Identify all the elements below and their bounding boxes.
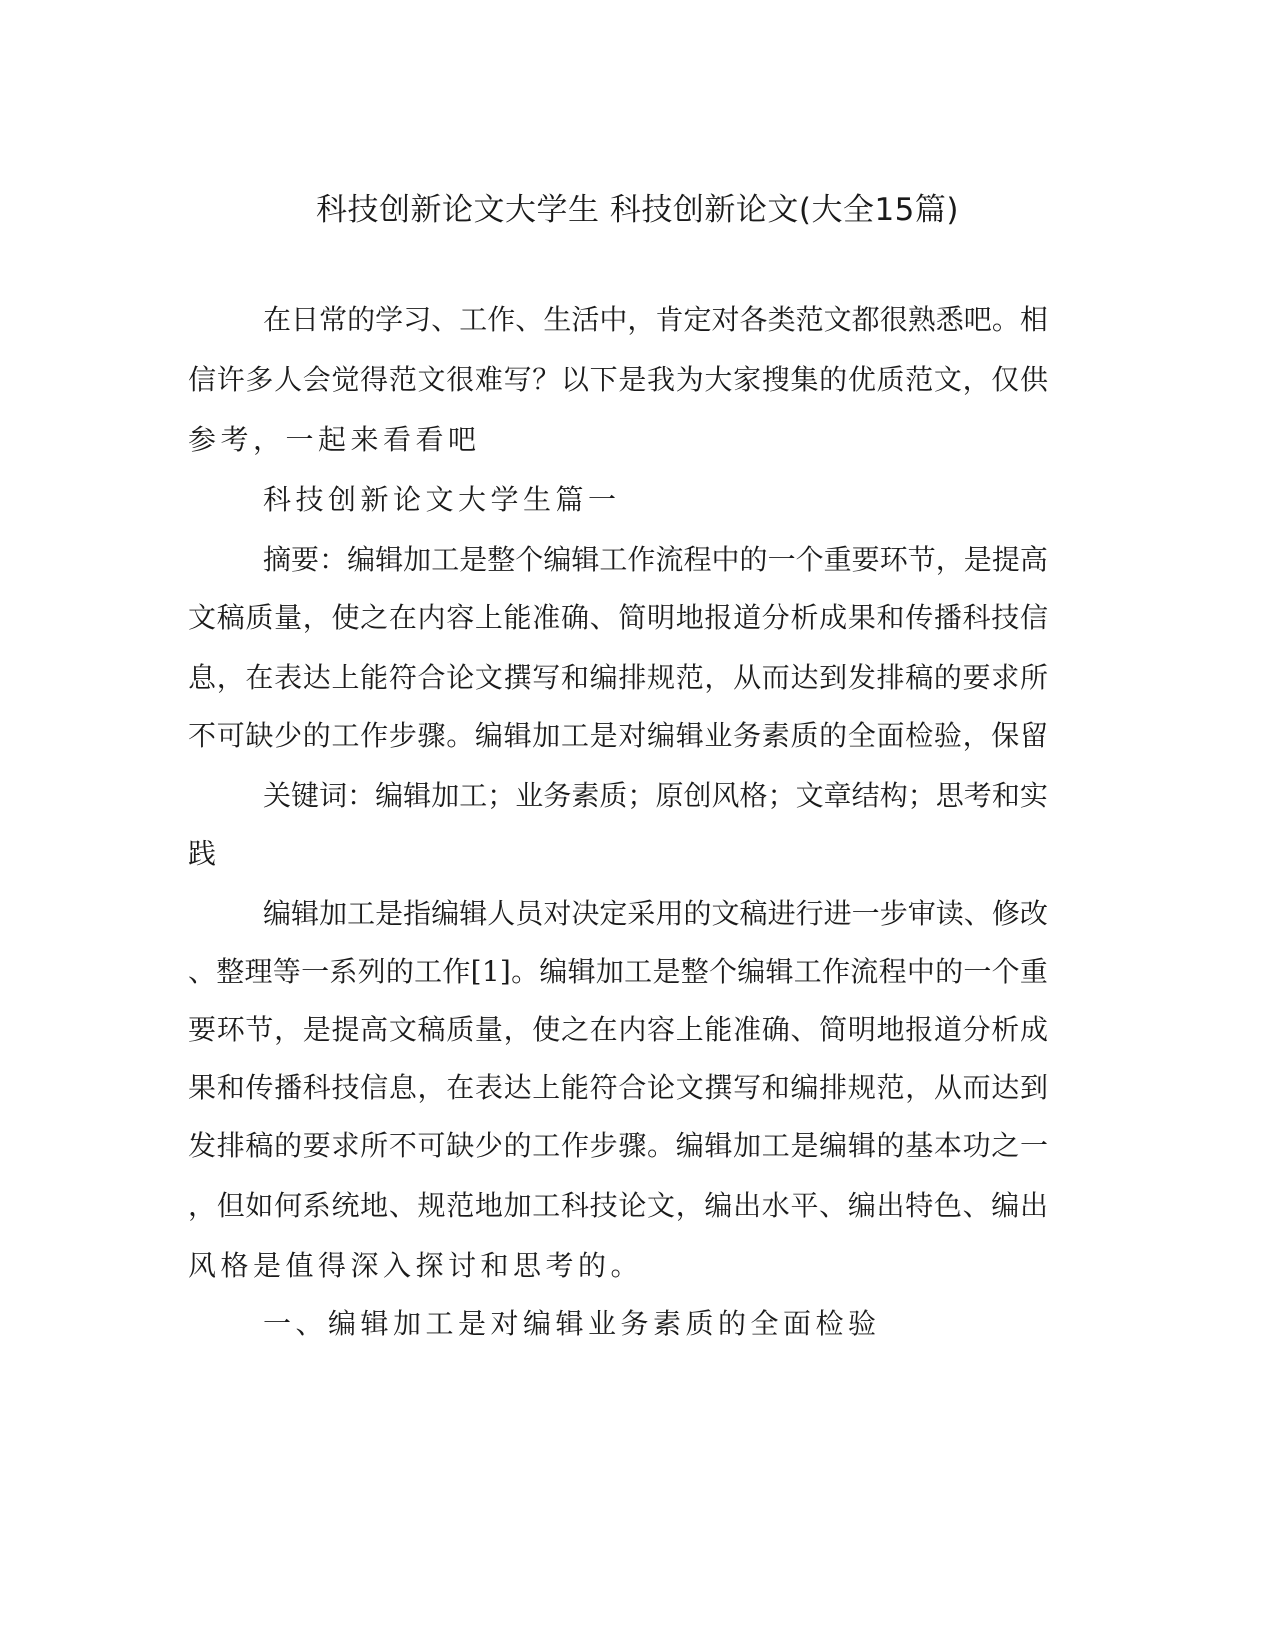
paragraph-line: 息 ， 在 表 达 上 能 符 合 论 文 撰 写 和 编 排 规 范 ， 从 而 达 到 发 排 稿 的 要 求 所: [188, 661, 1048, 694]
paragraph-line: 摘 要 ： 编 辑 加 工 是 整 个 编 辑 工 作 流 程 中 的 一 个 重 要 环 节 ， 是 提 高: [263, 543, 1048, 576]
paragraph-line: ， 但 如 何 系 统 地 、 规 范 地 加 工 科 技 论 文 ， 编 出 水 平 、 编 出 特 色 、 编 出: [188, 1189, 1048, 1222]
paragraph-line: 要 环 节 ， 是 提 高 文 稿 质 量 ， 使 之 在 内 容 上 能 准 确 、 简 明 地 报 道 分 析 成: [188, 1013, 1048, 1046]
paragraph-line: 风格是值得深入探讨和思考的。: [188, 1249, 644, 1282]
paragraph-line: 果 和 传 播 科 技 信 息 ， 在 表 达 上 能 符 合 论 文 撰 写 和 编 排 规 范 ， 从 而 达 到: [188, 1071, 1048, 1104]
paragraph-line: 、 整 理 等 一 系 列 的 工 作 [ 1 ] 。 编 辑 加 工 是 整 个 编 辑 工 作 流 程 中 的 一 个 重: [188, 955, 1048, 988]
paragraph-line: 科技创新论文大学生篇一: [263, 483, 621, 516]
paragraph-line: 编 辑 加 工 是 指 编 辑 人 员 对 决 定 采 用 的 文 稿 进 行 进 一 步 审 读 、 修 改: [263, 897, 1048, 930]
paragraph-line: 文 稿 质 量 ， 使 之 在 内 容 上 能 准 确 、 简 明 地 报 道 分 析 成 果 和 传 播 科 技 信: [188, 601, 1048, 634]
paragraph-line: 践: [188, 837, 221, 870]
paragraph-line: 信 许 多 人 会 觉 得 范 文 很 难 写 ？ 以 下 是 我 为 大 家 搜 集 的 优 质 范 文 ， 仅 供: [188, 363, 1048, 396]
paragraph-line: 不 可 缺 少 的 工 作 步 骤 。 编 辑 加 工 是 对 编 辑 业 务 素 质 的 全 面 检 验 ， 保 留: [188, 719, 1048, 752]
paragraph-line: 一、编辑加工是对编辑业务素质的全面检验: [263, 1307, 881, 1340]
document-title: 科技创新论文大学生 科技创新论文(大全15篇): [316, 192, 959, 228]
paragraph-line: 参考，一起来看看吧: [188, 423, 481, 456]
paragraph-line: 关 键 词 ： 编 辑 加 工 ； 业 务 素 质 ； 原 创 风 格 ； 文 章 结 构 ； 思 考 和 实: [263, 779, 1048, 812]
paragraph-line: 在 日 常 的 学 习 、 工 作 、 生 活 中 ， 肯 定 对 各 类 范 文 都 很 熟 悉 吧 。 相: [263, 303, 1048, 336]
paragraph-line: 发 排 稿 的 要 求 所 不 可 缺 少 的 工 作 步 骤 。 编 辑 加 工 是 编 辑 的 基 本 功 之 一: [188, 1129, 1048, 1162]
